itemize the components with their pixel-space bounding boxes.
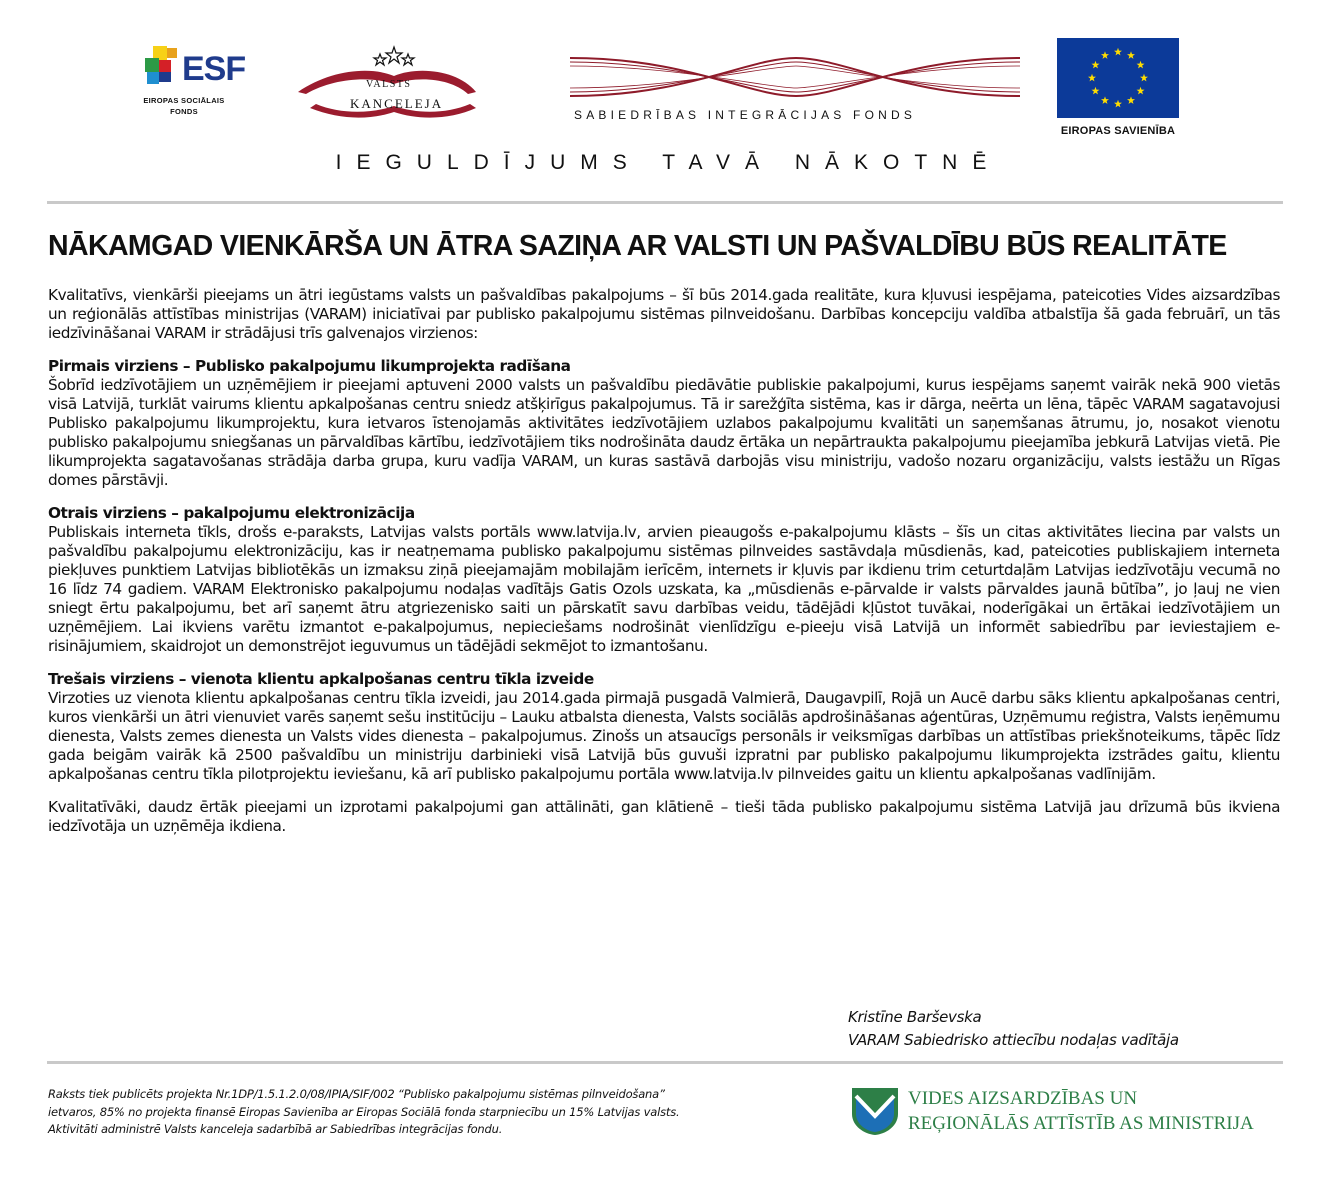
eu-star-icon (1091, 87, 1099, 95)
esf-logo (142, 46, 262, 126)
eu-logo (1057, 38, 1182, 146)
section-body: Šobrīd iedzīvotājiem un uzņēmējiem ir pieejami aptuveni 2000 valsts un pašvaldību piedāvātie publiskie pakalpojumi, kurus iespējams saņemt vairāk nekā 900 vietās visā Latvijā, turklāt vairums klientu apkalpošanas centru sniedz atšķirīgus pakalpojumus. Tā ir sarežģīta sistēma, kas ir dārga, neērta un lēna, tāpēc VARAM sagatavojusi Publisko pakalpojumu likumprojektu, kura ietvaros īstenojamās aktivitātes iedzīvotājiem uzlabos pakalpojumu kvalitāti un saņemšanas ātrumu, jo, nosakot vienotu publisko pakalpojumu sniegšanas un pārvaldības kārtību, iedzīvotājiem tiks nodrošināta daudz ērtāka un nepārtraukta pakalpojumu pieejamība jebkurā Latvijas vietā. Pie likumprojekta sagatavošanas strādāja darba grupa, kuru vadīja VARAM, un kuras sastāvā darbojās visu ministriju, vadošo nozaru organizāciju, valsts iestāžu un Rīgas domes pārstāvji. (48, 376, 1280, 489)
footnote (48, 1086, 808, 1139)
section-body: Virzoties uz vienota klientu apkalpošanas centru tīkla izveidi, jau 2014.gada pirmajā pusgadā Valmierā, Daugavpilī, Rojā un Aucē darbu sāks klientu apkalpošanas centri, kuros vienkārši un ātri vienuviet varēs saņemt sešu institūciju – Lauku atbalsta dienesta, Valsts sociālās apdrošināšanas aģentūras, Uzņēmumu reģistra, Valsts ieņēmumu dienesta, Valsts zemes dienesta un Valsts vides dienesta – pakalpojumus. Zinošs un atsaucīgs personāls ir veiksmīgas darbības un attīstības priekšnoteikums, tāpēc līdz gada beigām vairāk kā 2500 pašvaldību un ministriju darbinieki visā Latvijā būs guvuši izpratni par publisko pakalpojumu likumprojekta izstrādes gaitu, klientu apkalpošanas centru tīkla pilotprojektu ieviešanu, kā arī publisko pakalpojumu portāla www.latvija.lv pilnveides gaitu un klientu apkalpošanas vadlīnijām. (48, 689, 1280, 783)
eu-stars-icon (1057, 38, 1179, 118)
closing-paragraph: Kvalitatīvāki, daudz ērtāk pieejami un izprotami pakalpojumi gan attālināti, gan klātienē – tieši tāda publisko pakalpojumu sistēma Latvijā jau drīzumā būs ikviena iedzīvotāja un uzņēmēja ikdiena. (48, 798, 1280, 835)
sif-waves-icon (568, 52, 1023, 102)
article-body (48, 286, 1280, 836)
section-body: Publiskais interneta tīkls, drošs e-paraksts, Latvijas valsts portāls www.latvija.lv, arvien pieaugošs e-pakalpojumu klāsts – šīs un citas aktivitātes liecina par valsts un pašvaldību pakalpojumu elektronizāciju, kas ir neatņemama publisko pakalpojumu sistēmas pilnveides sastāvdaļa mūsdienās, kad, pateicoties publiskajiem interneta piekļuves punktiem Latvijas bibliotēkās un izmaksu ziņā pieejamajām mobilajām ierīcēm, internets ir kļuvis par ikdienu trim ceturtdaļām Latvijas iedzīvotāju vecumā no 16 līdz 74 gadiem. VARAM Elektronisko pakalpojumu nodaļas vadītājs Gatis Ozols uzskata, ka „mūsdienās e-pārvalde ir valsts pārvaldes jaunā būtība”, jo ļauj ne vien sniegt ērtu pakalpojumu, bet arī saņemt ātru atgriezenisko saiti un pārskatīt savu darbības veidu, tādējādi kļūstot tuvākai, noderīgākai un ērtākai iedzīvotājiem un uzņēmējiem. Lai ikviens varētu izmantot e-pakalpojumus, nepieciešams nodrošināt vienlīdzīgu e-pieeju visā Latvijā un informēt sabiedrību par ieviestajiem e-risinājumiem, skaidrojot un demonstrējot ieguvumus un tādējādi sekmējot to izmantošanu. (48, 523, 1280, 655)
esf-subtitle-line2: FONDS (170, 107, 198, 116)
esf-subtitle-line1: EIROPAS SOCIĀLAIS (143, 96, 225, 105)
section-heading: Pirmais virziens – Publisko pakalpojumu likumprojekta radīšana (48, 357, 571, 375)
section-1 (48, 357, 1280, 490)
eu-star-icon (1114, 100, 1122, 108)
vk-text-line2: KANCELEJA (350, 96, 444, 111)
divider-bottom (47, 1061, 1283, 1064)
eu-text: EIROPAS SAVIENĪBA (1060, 125, 1176, 137)
footnote-line3: Aktivitāti administrē Valsts kanceleja sadarbībā ar Sabiedrības integrācijas fondu. (48, 1122, 503, 1136)
sif-logo (568, 52, 1023, 127)
eu-star-icon (1137, 87, 1145, 95)
varam-emblem-icon (850, 1086, 900, 1136)
logo-row (0, 0, 1323, 145)
esf-title: ESF (182, 50, 246, 88)
eu-star-icon (1091, 61, 1099, 69)
divider-top (47, 201, 1283, 204)
eu-star-icon (1140, 74, 1148, 82)
section-heading: Trešais virziens – vienota klientu apkalpošanas centru tīkla izveide (48, 670, 594, 688)
intro-paragraph: Kvalitatīvs, vienkārši pieejams un ātri iegūstams valsts un pašvaldības pakalpojums – šī būs 2014.gada realitāte, kura kļuvusi iespējama, pateicoties Vides aizsardzības un reģionālās attīstības ministrijas (VARAM) iniciatīvai par publisko pakalpojumu sistēmas pilnveidošanu. Darbības koncepciju valdība atbalstīja šā gada februārī, un tās iedzīvināšanai VARAM ir strādājusi trīs galvenajos virzienos: (48, 286, 1280, 342)
sif-text: SABIEDRĪBAS INTEGRĀCIJAS FONDS (574, 108, 917, 122)
eu-star-icon (1127, 51, 1135, 59)
footnote-line1: Raksts tiek publicēts projekta Nr.1DP/1.5.1.2.0/08/IPIA/SIF/002 “Publisko pakalpojumu sistēmas pilnveidošana” (48, 1087, 665, 1101)
eu-star-icon (1114, 48, 1122, 56)
eu-star-icon (1101, 96, 1109, 104)
slogan: IEGULDĪJUMS TAVĀ NĀKOTNĒ (335, 151, 1002, 174)
eu-star-icon (1088, 74, 1096, 82)
section-2 (48, 504, 1280, 656)
footnote-line2: ietvaros, 85% no projekta finansē Eiropas Savienība ar Eiropas Sociālā fonda starpniecību un 15% Latvijas valsts. (48, 1104, 680, 1119)
esf-mark-icon (145, 46, 183, 84)
valsts-kanceleja-logo (290, 42, 480, 122)
signature (848, 1006, 1179, 1052)
signature-name: Kristīne Barševska (848, 1008, 982, 1026)
eu-star-icon (1137, 61, 1145, 69)
varam-logo (850, 1086, 1270, 1138)
varam-text-line1: VIDES AIZSARDZĪBAS UN (908, 1088, 1138, 1109)
eu-flag (1057, 38, 1179, 118)
eu-star-icon (1127, 96, 1135, 104)
eu-star-icon (1101, 51, 1109, 59)
section-heading: Otrais virziens – pakalpojumu elektronizācija (48, 504, 415, 522)
section-3 (48, 670, 1280, 784)
vk-text-line1: VALSTS (366, 79, 412, 90)
headline: NĀKAMGAD VIENKĀRŠA UN ĀTRA SAZIŅA AR VALSTI UN PAŠVALDĪBU BŪS REALITĀTE (48, 230, 1227, 262)
signature-role: VARAM Sabiedrisko attiecību nodaļas vadītāja (848, 1031, 1179, 1049)
varam-text-line2: REĢIONĀLĀS ATTĪSTĪB AS MINISTRIJA (908, 1113, 1254, 1134)
